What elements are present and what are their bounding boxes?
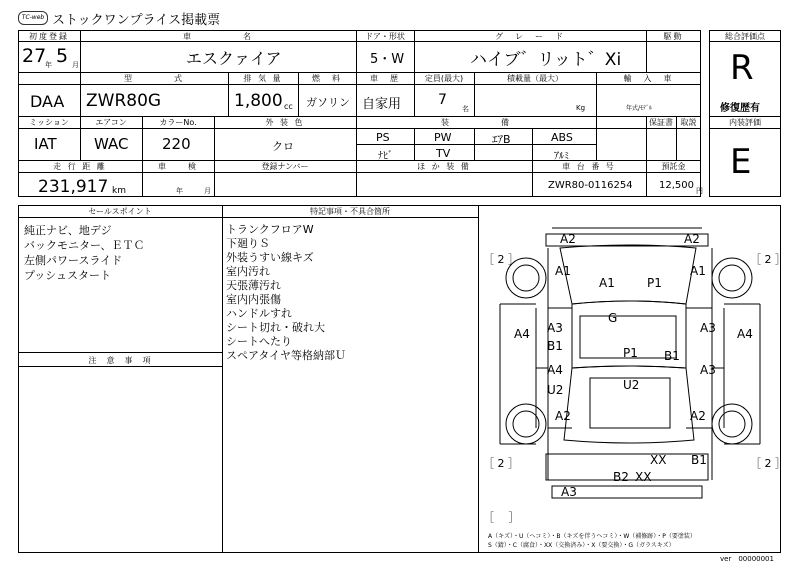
mark-rear-left-a: A4 [547,363,563,377]
version-label: ver 00000001 [720,555,774,563]
mark-rear-left-b: U2 [547,383,564,397]
mark-rear-right: A3 [700,363,716,377]
mileage-unit: km [112,186,126,196]
header-overall-rating: 総合評価点 [725,32,765,41]
import-label: 年式/ﾓﾃﾞﾙ [626,105,653,112]
mark-trunk: XX [650,453,667,467]
header-price: 預託金 [661,162,686,171]
car-name: エスクァイア [186,49,282,68]
aircon: WAC [94,135,129,153]
chassis-number: ZWR80-0116254 [548,180,633,191]
door-shape: 5・W [370,52,405,67]
header-door: ドア・形状 [365,32,405,41]
capacity-unit: 名 [462,105,469,113]
displacement: 1,800 [234,91,283,111]
car-diagram [480,218,780,528]
color-no: 220 [162,135,191,153]
mission: IAT [34,135,57,153]
defect-3: 外装うすい線キズ [226,251,314,264]
defect-2: 下廻りＳ [226,237,270,250]
capacity: 7 [438,92,447,108]
header-history: 車 歴 [370,74,400,83]
mark-rear-b1: B1 [691,453,707,467]
color: クロ [272,140,294,153]
header-drive: 駆動 [663,32,684,41]
header-mission: ミッション [29,118,69,127]
bracket-top-right: ［ 2 ］ [750,253,786,266]
mark-roof-dent: U2 [623,378,640,392]
mark-back-b2: B2 [613,470,629,484]
mark-roof-glass: G [608,311,618,325]
mark-hood-right: P1 [647,276,662,290]
mark-back-a3: A3 [561,485,577,499]
first-reg-month: 5 [56,45,69,67]
header-equipment: 装 備 [441,118,511,127]
equip-tv: TV [436,147,451,160]
mark-roof-paint: P1 [623,346,638,360]
sales-point-4: プッシュスタート [24,269,112,282]
mark-door-right-b: B1 [664,349,680,363]
insp-month-unit: 月 [204,187,211,195]
defect-5: 天張薄汚れ [226,279,281,292]
header-plate: 登録ナンバー [261,162,309,171]
bracket-bottom-right: ［ 2 ］ [750,457,786,470]
defect-10: スペアタイヤ等格納部Ｕ [226,349,347,362]
load-unit: Kg [576,104,586,112]
header-import: 輸 入 車 [623,74,674,83]
mark-front-right: A2 [684,232,700,246]
mark-door-left-b: B1 [547,339,563,353]
header-inspection: 車 検 [158,162,198,171]
header-interior-rating: 内装評価 [729,118,761,127]
mark-side-right: A4 [737,327,753,341]
mark-door-right-a: A3 [700,321,716,335]
header-grade: グ レ ー ド [495,32,565,41]
header-model: 型 式 [124,74,184,83]
mark-side-left: A4 [514,327,530,341]
header-capacity: 定員(最大) [424,74,464,83]
sales-point-2: バックモニター、ＥＴＣ [24,239,145,252]
logo-text: TC-web [21,14,45,21]
header-fuel: 燃 料 [312,74,342,83]
header-mileage: 走 行 距 離 [53,162,107,171]
mark-back-xx: XX [635,470,652,484]
displacement-unit: cc [284,102,293,111]
interior-rating: E [730,142,752,182]
defect-4: 室内汚れ [226,265,270,278]
equip-pw: PW [434,131,452,144]
defect-6: 室内内張傷 [226,293,281,306]
overall-rating-note: 修復歴有 [720,103,760,114]
mileage: 231,917 [38,177,109,197]
equip-navi: ﾅﾋﾞ [378,151,393,162]
header-load: 積載量（最大） [507,74,563,83]
insp-year-unit: 年 [176,187,183,195]
defect-7: ハンドルすれ [226,307,292,320]
mark-wheel-fl: A1 [555,264,571,278]
first-reg-year: 27 [22,45,47,67]
model-prefix: DAA [30,92,65,111]
legend-line-2: S（錆）・C（腐食）・XX（交換済み）・X（要交換）・G（ガラスキズ） [488,542,675,549]
notes-header: 注 意 事 項 [88,356,152,365]
sales-point-3: 左側パワースライド [24,254,123,267]
history: 自家用 [362,97,402,112]
month-unit: 月 [72,61,79,69]
logo [18,11,48,25]
mark-hood-left: A1 [599,276,615,290]
defect-1: トランクフロアW [226,223,314,236]
mark-rear-wheel-left: A2 [555,409,571,423]
header-displacement: 排 気 量 [243,74,283,83]
bracket-rear: ［ ］ [483,511,520,524]
header-aircon: エアコン [95,118,127,127]
defects-header: 特記事項・不具合箇所 [310,207,390,216]
equip-airbag: ｴｱB [492,133,511,146]
equip-ps: PS [376,131,390,144]
mark-rear-wheel-right: A2 [690,409,706,423]
price: 12,500 [659,180,694,191]
grade: ハイブ゛リット゛Xi [470,50,622,70]
mark-door-left-a: A3 [547,321,563,335]
price-unit: 円 [696,187,703,195]
mark-wheel-fr: A1 [690,264,706,278]
fuel: ガソリン [306,96,350,109]
equip-alumi: ｱﾙﾐ [554,151,569,162]
sales-point-1: 純正ナビ、地デジ [24,224,112,237]
bracket-top-left: ［ 2 ］ [483,253,519,266]
defect-8: シート切れ・破れ大 [226,321,325,334]
year-unit: 年 [45,61,52,69]
header-manual: 取説 [680,118,697,127]
header-color: 外 装 色 [265,118,305,127]
header-chassis: 車 台 番 号 [562,162,616,171]
mark-front-left: A2 [560,232,576,246]
header-car-name: 車 名 [183,32,253,41]
bracket-bottom-left: ［ 2 ］ [483,457,519,470]
page-title: ストックワンプライス掲載票 [52,13,221,28]
header-warranty: 保証書 [649,118,673,127]
defect-9: シートへたり [226,335,292,348]
model: ZWR80G [86,91,162,111]
legend-line-1: A（キズ）・U（ヘコミ）・B（キズを伴うヘコミ）・W（補修跡）・P（要塗装） [488,533,696,540]
header-first-reg: 初度登録 [29,32,69,41]
header-car-no: カラーNo. [159,118,197,127]
sales-points-header: セールスポイント [88,207,152,216]
equip-abs: ABS [551,131,573,144]
overall-rating: R [730,48,754,88]
header-other-equip: ほ か 装 備 [417,162,471,171]
